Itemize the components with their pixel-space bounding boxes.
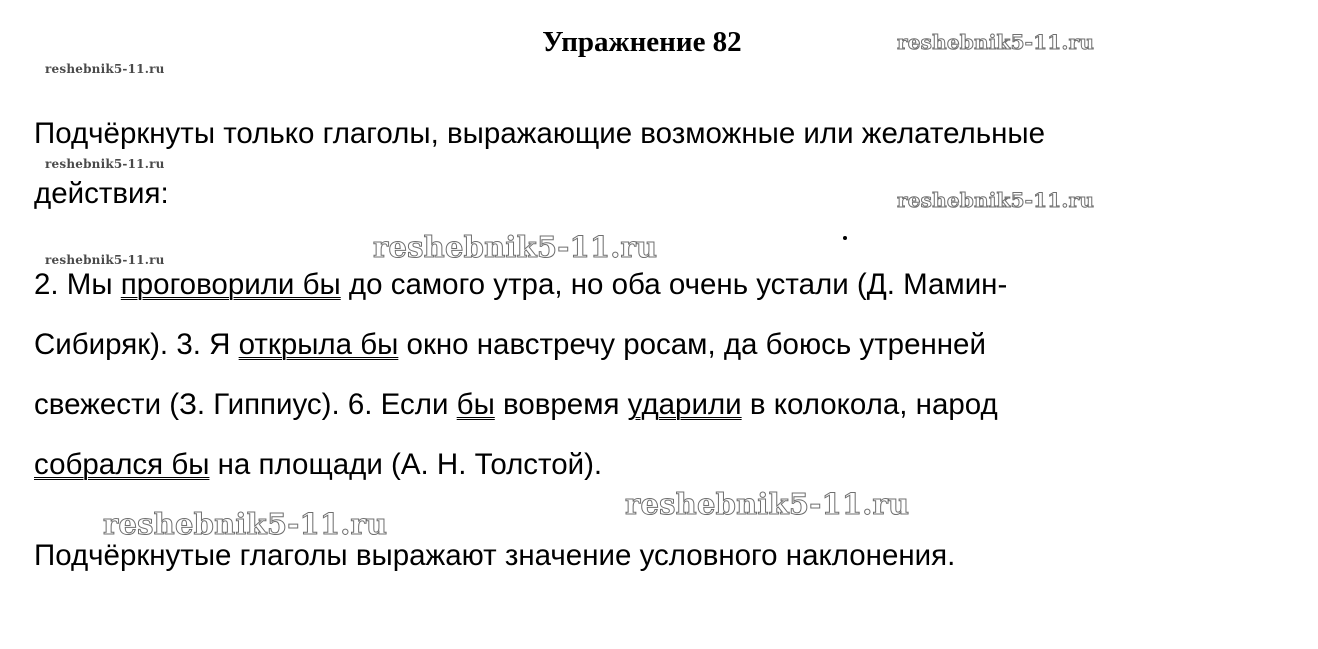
exercise-title: Упражнение 82 bbox=[542, 26, 742, 58]
underlined-verb: ударили bbox=[627, 388, 742, 421]
watermark: reshebnik5-11.ru bbox=[103, 507, 388, 541]
underlined-verb: бы bbox=[456, 388, 495, 421]
text-fragment: вовремя bbox=[494, 388, 628, 421]
sentence-line-2 bbox=[34, 327, 986, 363]
sentence-line-4 bbox=[34, 447, 602, 483]
watermark: reshebnik5-11.ru bbox=[373, 230, 658, 264]
text-fragment: в колокола, народ bbox=[741, 388, 998, 421]
text-fragment: до самого утра, но оба очень устали (Д. Мамин- bbox=[340, 268, 1008, 301]
underlined-verb: проговорили бы bbox=[120, 268, 341, 301]
text-fragment: Сибиряк). 3. Я bbox=[34, 328, 239, 361]
intro-line-1: Подчёркнуты только глаголы, выражающие возможные или желательные bbox=[34, 117, 1046, 150]
text-fragment: окно навстречу росам, да боюсь утренней bbox=[398, 328, 986, 361]
text-fragment: свежести (З. Гиппиус). 6. Если bbox=[34, 388, 457, 421]
intro-line-2: действия: bbox=[34, 177, 169, 210]
watermark: reshebnik5-11.ru bbox=[625, 487, 910, 521]
sentence-line-3 bbox=[34, 387, 998, 423]
text-fragment: на площади (А. Н. Толстой). bbox=[209, 448, 603, 481]
conclusion-text: Подчёркнутые глаголы выражают значение условного наклонения. bbox=[34, 539, 956, 572]
watermark: reshebnik5-11.ru bbox=[45, 157, 165, 171]
watermark: reshebnik5-11.ru bbox=[45, 62, 165, 76]
watermark: reshebnik5-11.ru bbox=[897, 188, 1095, 212]
underlined-verb: собрался бы bbox=[34, 448, 210, 481]
text-fragment: 2. Мы bbox=[34, 268, 121, 301]
watermark: reshebnik5-11.ru bbox=[45, 253, 165, 267]
stray-dot bbox=[843, 236, 847, 240]
underlined-verb: открыла бы bbox=[238, 328, 399, 361]
sentence-line-1 bbox=[34, 267, 1007, 303]
watermark: reshebnik5-11.ru bbox=[897, 30, 1095, 54]
